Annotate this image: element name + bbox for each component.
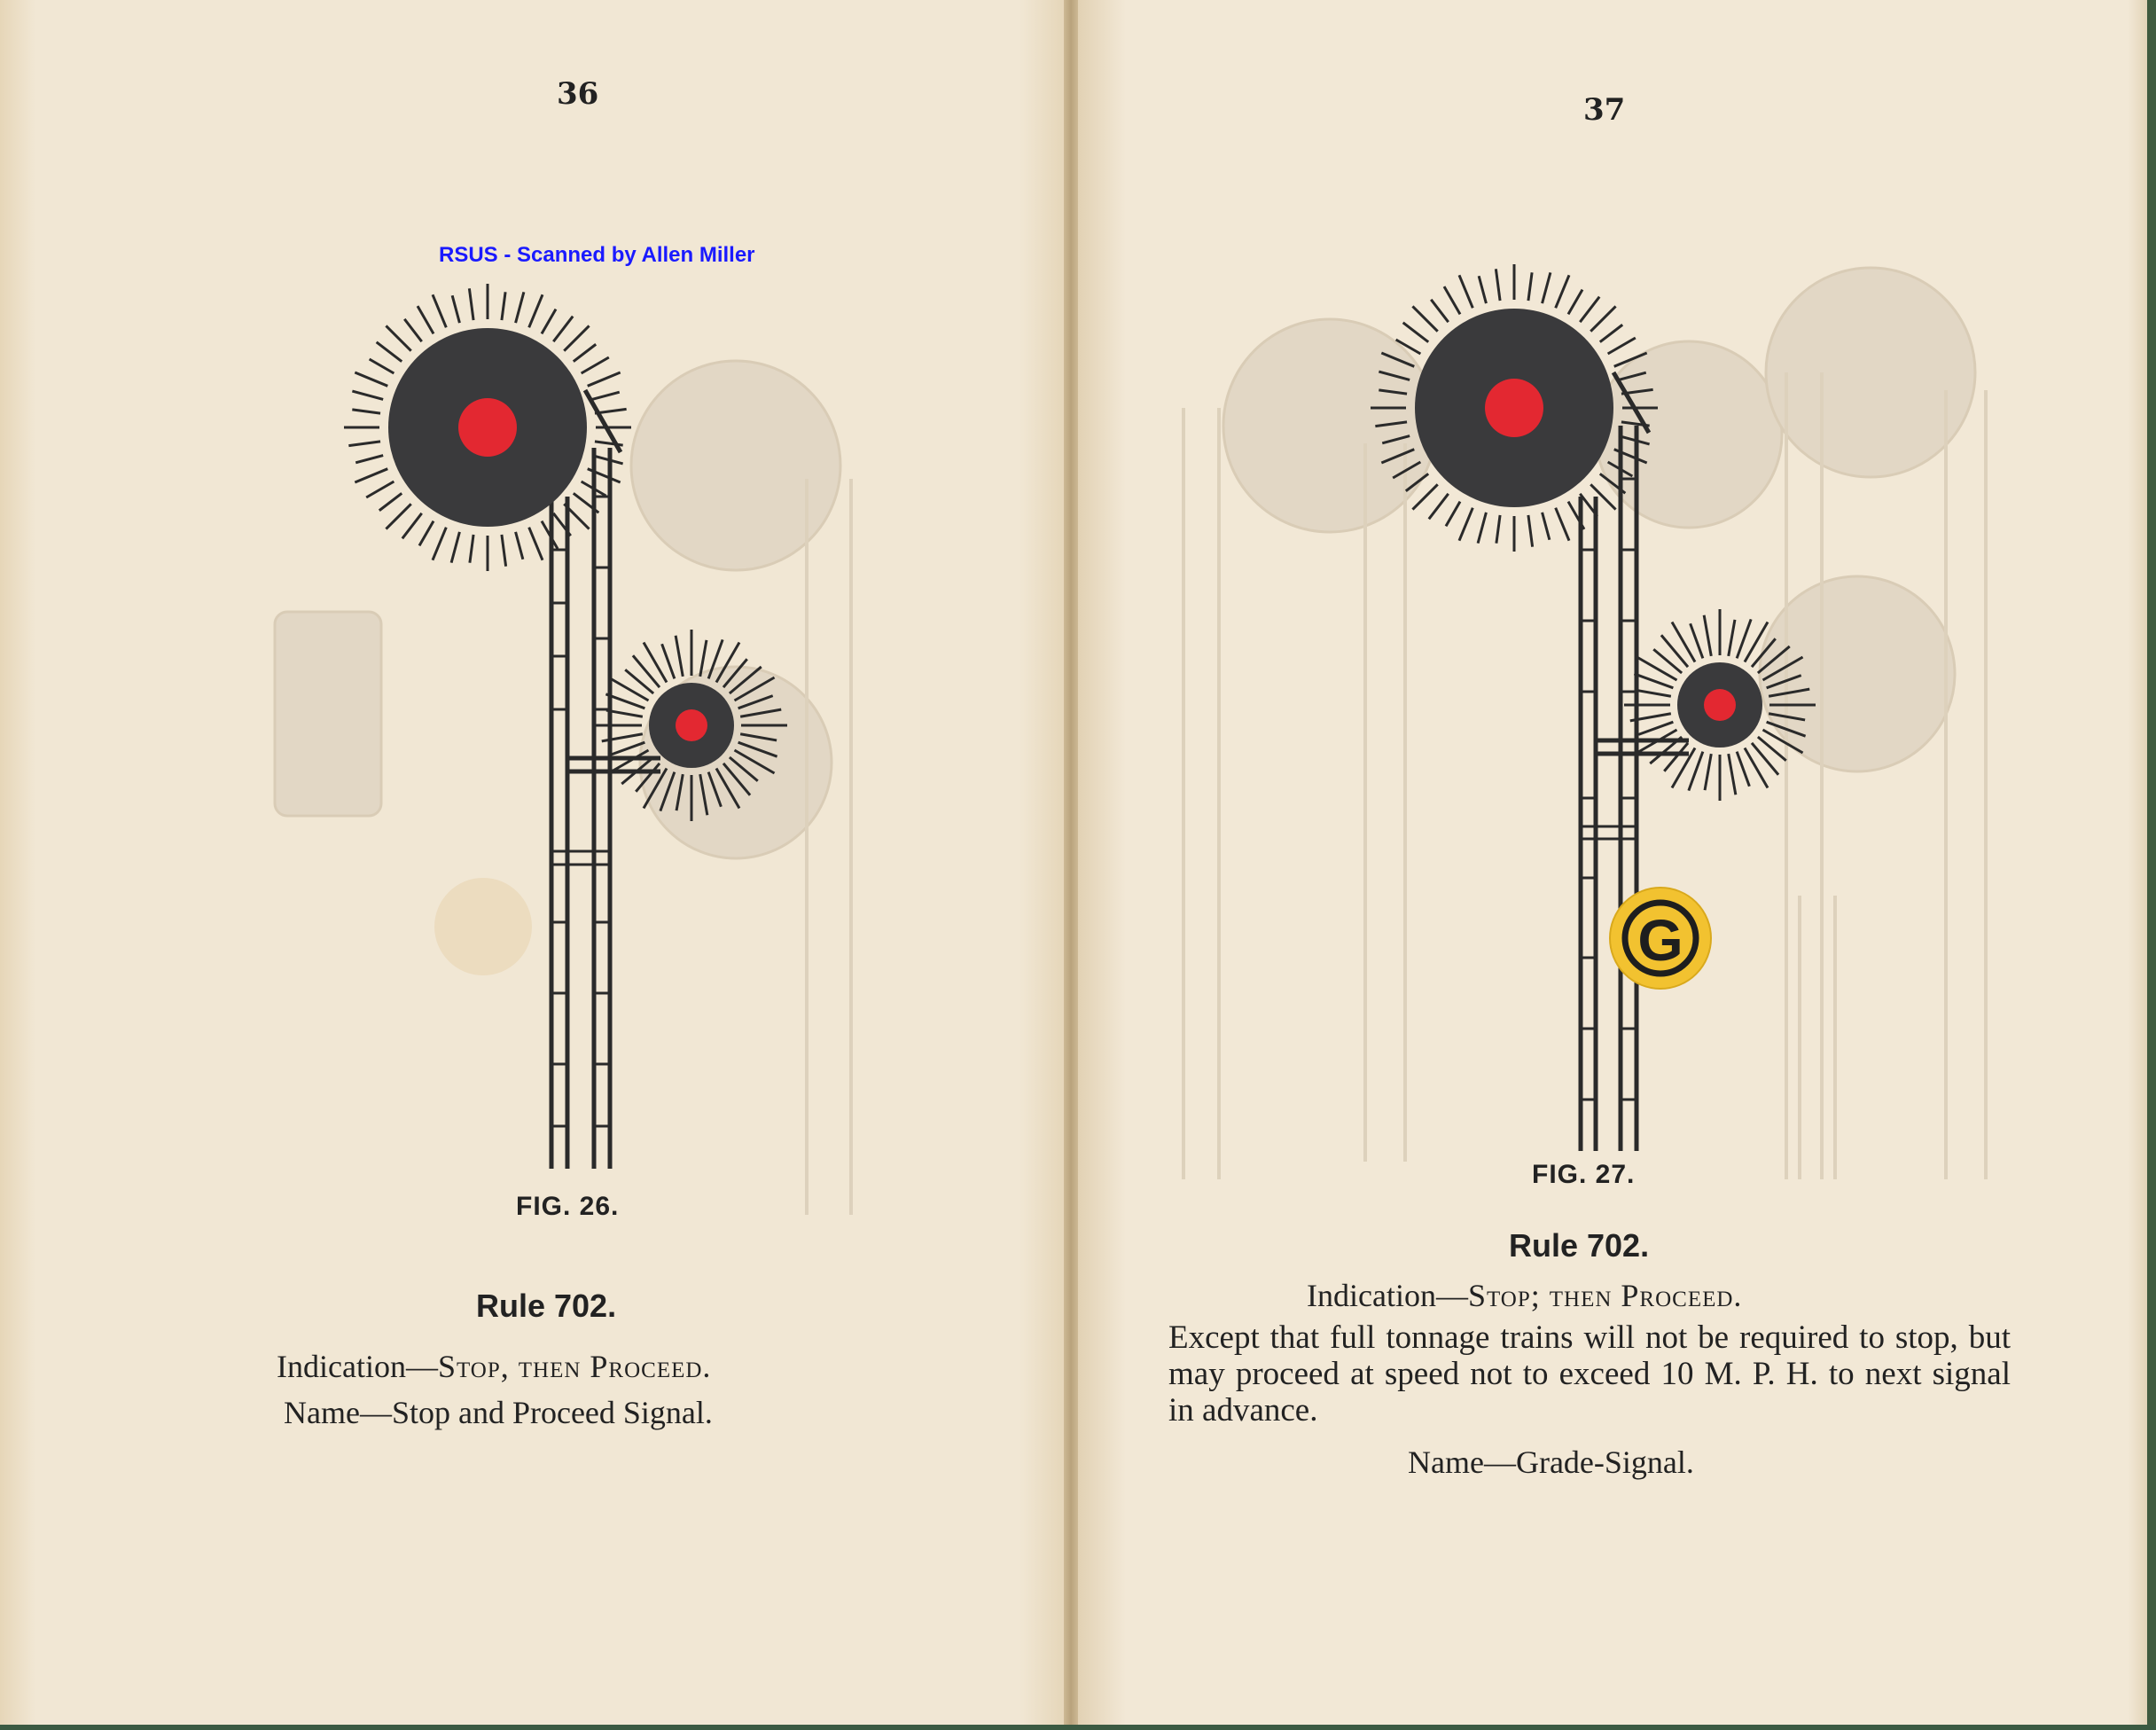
signal-ray <box>1459 508 1472 541</box>
signal-ray <box>1403 323 1429 342</box>
signal-ray <box>1478 513 1486 544</box>
signal-light-red <box>1485 379 1543 437</box>
signal-ray <box>1752 743 1778 775</box>
signal-ray <box>1496 269 1500 301</box>
signal-ray <box>1619 436 1650 444</box>
signal-ray <box>1429 494 1449 520</box>
signal-ray <box>1379 390 1407 394</box>
signal-light-red-small <box>1704 689 1736 721</box>
signal-ray <box>1590 306 1615 331</box>
signal-ray <box>1638 722 1673 734</box>
signal-ray <box>1412 484 1437 509</box>
signal-ray <box>1661 635 1688 667</box>
name-line: Name—Stop and Proceed Signal. <box>284 1395 713 1430</box>
signal-ray <box>1381 450 1414 463</box>
exception-paragraph: Except that full tonnage trains will not be required to stop, but may proceed at speed not to exceed 10 M. P. H. to next signal in advance. <box>1168 1319 2011 1429</box>
grade-marker-letter: G <box>1637 907 1683 973</box>
signal-ray <box>1691 623 1703 658</box>
signal-ray <box>1704 615 1711 656</box>
signal-ray <box>1635 690 1671 696</box>
signal-ray <box>1543 513 1550 540</box>
signal-ray <box>1608 338 1636 354</box>
page-number: 37 <box>1583 92 1626 128</box>
signal-ray <box>1737 752 1749 787</box>
signal-ray <box>1479 276 1486 303</box>
signal-ray <box>1412 306 1437 331</box>
signal-ray <box>1769 714 1805 720</box>
signal-ray <box>1381 353 1414 366</box>
signal-ray <box>1758 646 1790 673</box>
figure-label: FIG. 27. <box>1532 1160 1636 1189</box>
signal-ray <box>1375 422 1407 427</box>
page-number: 36 <box>557 76 599 112</box>
rule-title: Rule 702. <box>476 1288 617 1324</box>
signal-ray <box>1600 325 1622 341</box>
signal-ray <box>1379 372 1410 380</box>
signal-ray <box>1528 272 1532 301</box>
name-line: Name—Grade-Signal. <box>1408 1444 1694 1480</box>
signal-ray <box>1406 474 1428 490</box>
signal-ray <box>1431 300 1448 322</box>
indication-prefix: Indication— <box>1307 1278 1468 1313</box>
signal-ray <box>1382 436 1410 443</box>
signal-ray <box>1767 676 1801 688</box>
signal-ray <box>1444 286 1460 314</box>
indication-text: Stop, then Proceed. <box>437 1349 712 1384</box>
indication-line <box>277 1348 711 1385</box>
scan-watermark: RSUS - Scanned by Allen Miller <box>439 243 755 267</box>
indication-text: Stop; then Proceed. <box>1467 1278 1743 1313</box>
signal-ray <box>1556 508 1569 541</box>
signal-ray <box>1396 340 1421 354</box>
signal-ray <box>1496 515 1500 544</box>
signal-ray <box>1556 275 1569 308</box>
figure-label: FIG. 26. <box>516 1192 620 1221</box>
signal-ray <box>1393 462 1420 478</box>
signal-ray <box>1568 290 1582 315</box>
indication-prefix: Indication— <box>277 1349 438 1384</box>
signal-ray <box>1459 275 1472 308</box>
signal-ray <box>1580 297 1599 323</box>
signal-ray <box>1705 754 1711 790</box>
grade-marker <box>1610 888 1711 989</box>
signal-ray <box>1769 689 1809 696</box>
signal-ray <box>1619 372 1646 380</box>
signal-ray <box>1729 754 1736 795</box>
signal-ray <box>1614 353 1647 366</box>
signal-ray <box>1446 502 1460 527</box>
indication-line <box>1307 1277 1742 1314</box>
rule-title: Rule 702. <box>1509 1227 1650 1264</box>
signal-ray <box>1543 272 1551 303</box>
signal-ray <box>1729 620 1735 656</box>
signal-ray <box>1528 515 1533 547</box>
